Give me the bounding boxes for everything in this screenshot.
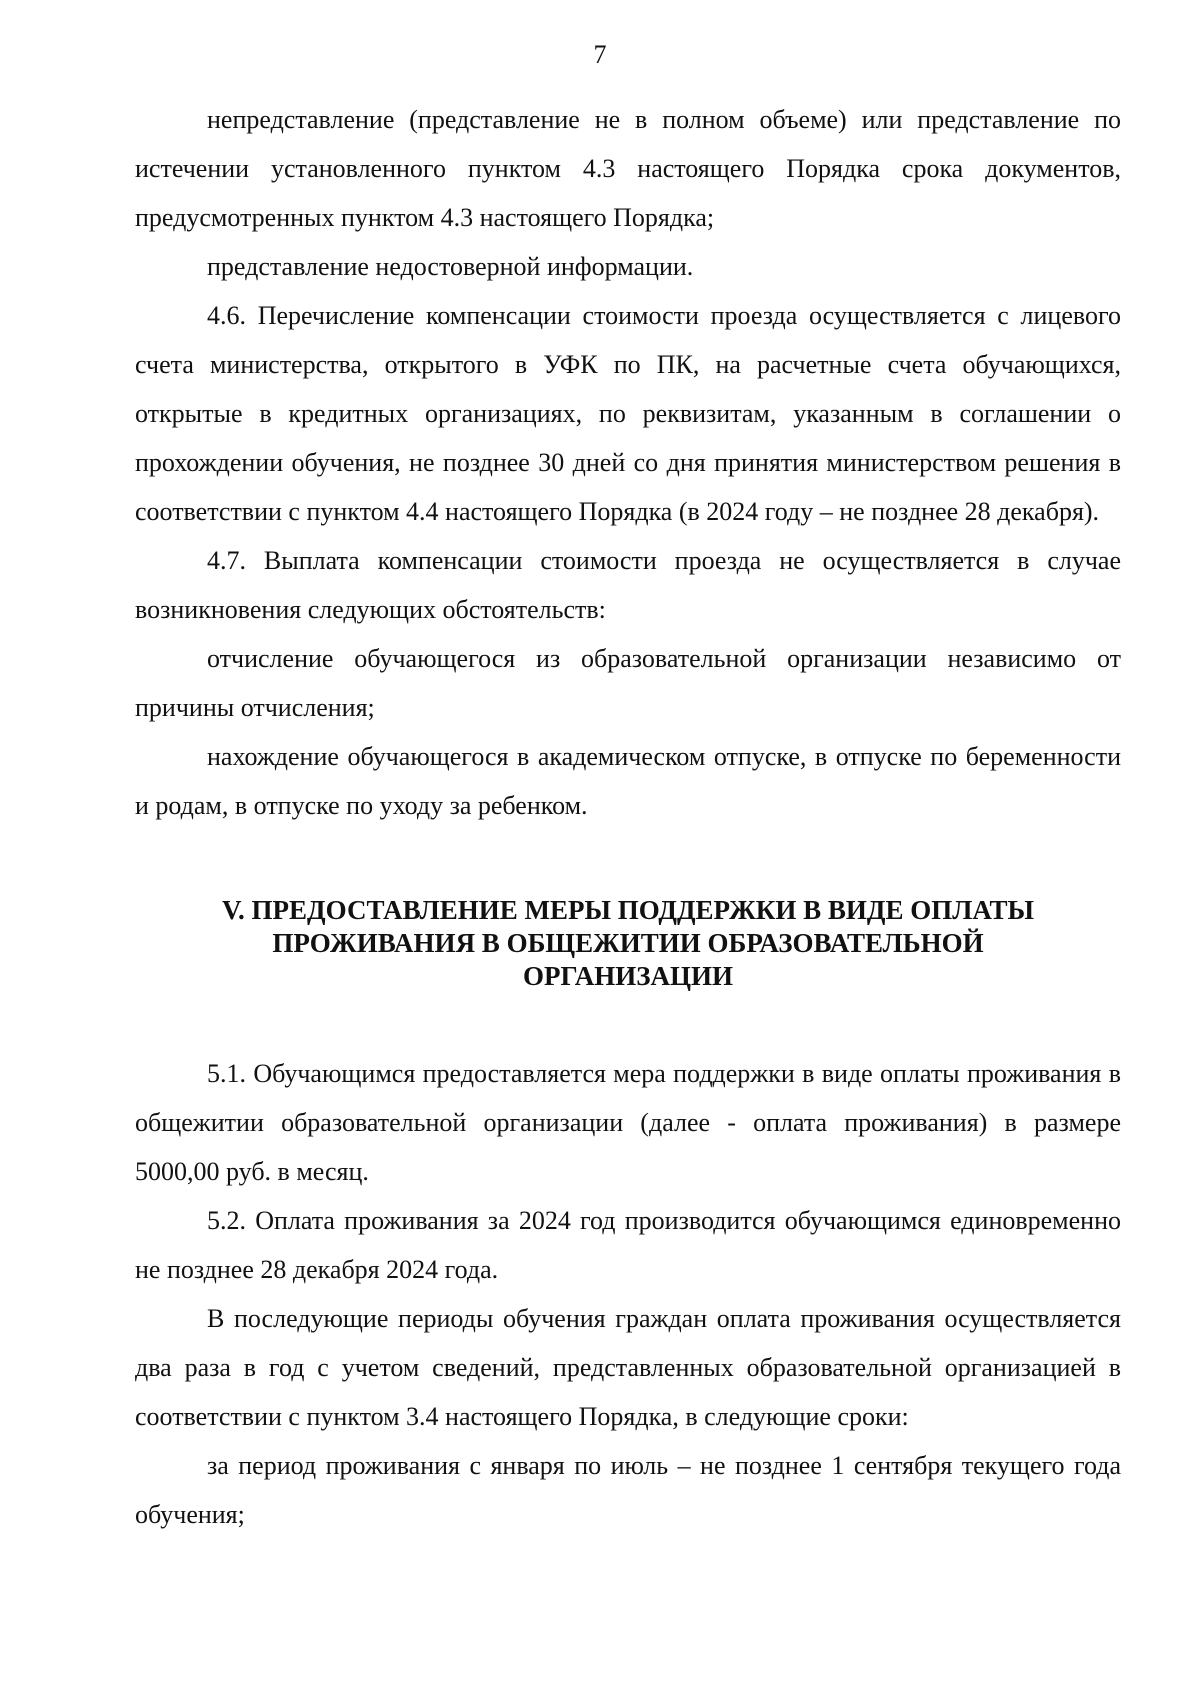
section-heading — [135, 894, 1121, 993]
paragraph-academic-leave: нахождение обучающегося в академическом отпуске, в отпуске по беременности и родам, в отпуске по уходу за ребенком. — [135, 742, 1121, 820]
paragraph-false-information: представление недостоверной информации. — [207, 252, 694, 281]
paragraph-4-7: 4.7. Выплата компенсации стоимости проезда не осуществляется в случае возникновения следующих обстоятельств: — [135, 546, 1121, 624]
page-number: 7 — [593, 40, 607, 69]
paragraph-4-6: 4.6. Перечисление компенсации стоимости проезда осуществляется с лицевого счета министерства, открытого в УФК по ПК, на расчетные счета обучающихся, открытые в кредитных организациях, по реквизитам, указанным в соглашении о прохождении обучения, не позднее 30 дней со дня принятия министерством решения в соответствии с пунктом 4.4 настоящего Порядка (в 2024 году – не позднее 28 декабря). — [135, 301, 1121, 526]
document-body — [135, 95, 1121, 1539]
section-heading-line-3: ОРГАНИЗАЦИИ — [523, 961, 733, 991]
section-heading-line-2: ПРОЖИВАНИЯ В ОБЩЕЖИТИИ ОБРАЗОВАТЕЛЬНОЙ — [272, 928, 984, 958]
paragraph-5-1: 5.1. Обучающимся предоставляется мера поддержки в виде оплаты проживания в общежитии образовательной организации (далее - оплата проживания) в размере 5000,00 руб. в месяц. — [135, 1059, 1121, 1186]
paragraph-expulsion: отчисление обучающегося из образовательной организации независимо от причины отчисления; — [135, 644, 1121, 722]
paragraph-subsequent-periods: В последующие периоды обучения граждан оплата проживания осуществляется два раза в год с учетом сведений, представленных образовательной организацией в соответствии с пунктом 3.4 настоящего Порядка, в следующие сроки: — [135, 1304, 1121, 1431]
paragraph-january-july: за период проживания с января по июль – не позднее 1 сентября текущего года обучения; — [135, 1451, 1121, 1529]
paragraph-nonsubmission: непредставление (представление не в полном объеме) или представление по истечении установленного пунктом 4.3 настоящего Порядка срока документов, предусмотренных пунктом 4.3 настоящего Порядка; — [135, 105, 1121, 232]
section-heading-line-1: V. ПРЕДОСТАВЛЕНИЕ МЕРЫ ПОДДЕРЖКИ В ВИДЕ ОПЛАТЫ — [222, 895, 1034, 925]
paragraph-5-2: 5.2. Оплата проживания за 2024 год производится обучающимся единовременно не позднее 28 декабря 2024 года. — [135, 1206, 1121, 1284]
